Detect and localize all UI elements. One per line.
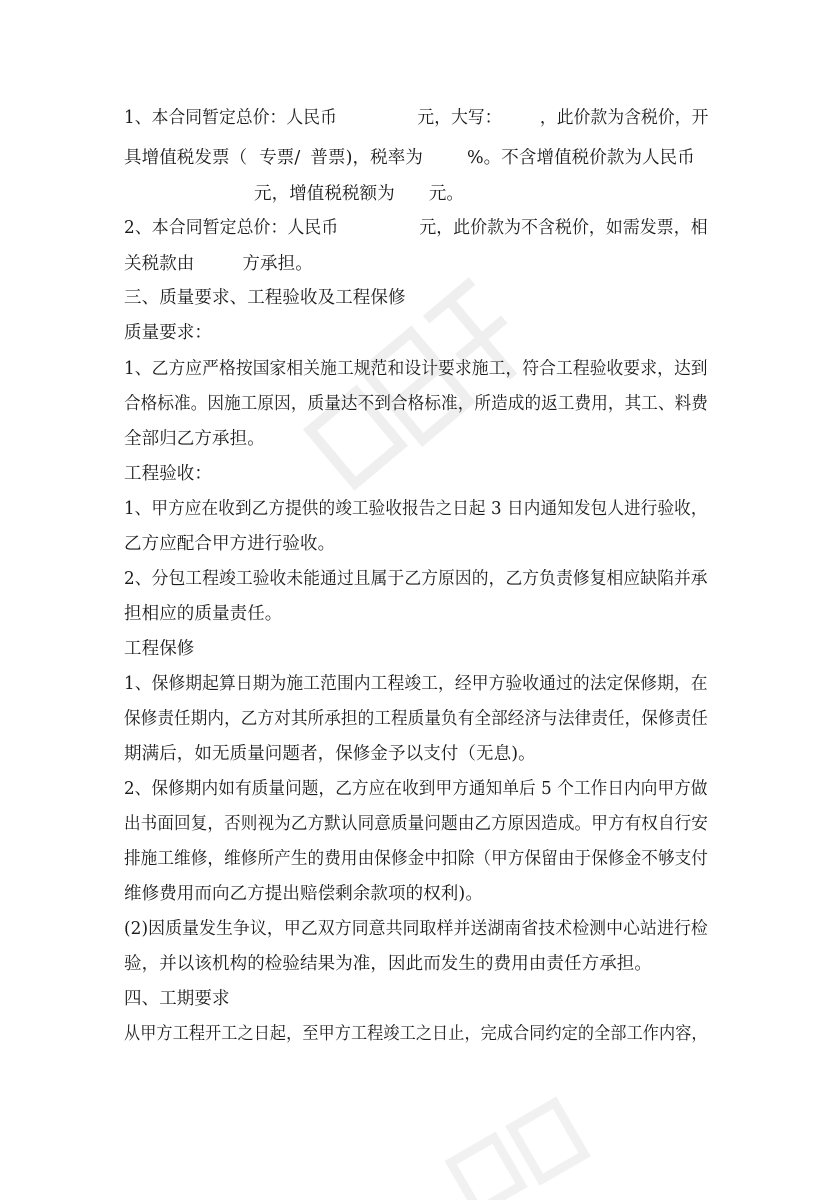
paragraph-line: 1、保修期起算日期为施工范围内工程竣工，经甲方验收通过的法定保修期，在 — [124, 674, 708, 694]
paragraph-line: 1、乙方应严格按国家相关施工规范和设计要求施工，符合工程验收要求，达到 — [124, 359, 708, 379]
paragraph-line: 合格标准。因施工原因，质量达不到合格标准，所造成的返工费用，其工、料费 — [124, 394, 708, 414]
paragraph-line: 验，并以该机构的检验结果为准，因此而发生的费用由责任方承担。 — [124, 954, 652, 974]
paragraph-line: 排施工维修，维修所产生的费用由保修金中扣除（甲方保留由于保修金不够支付 — [124, 849, 708, 869]
paragraph-line: 元，增值税税额为 元。 — [254, 184, 465, 204]
paragraph-line: 关税款由 方承担。 — [124, 254, 313, 274]
section-heading: 四、工期要求 — [124, 989, 230, 1009]
paragraph-line: 具增值税发票（ 专票/ 普票)，税率为 %。不含增值税价款为人民币 — [124, 148, 695, 168]
paragraph-line: 1、本合同暂定总价：人民币 元，大写： ，此价款为含税价，开 — [124, 108, 709, 128]
subheading: 工程保修 — [124, 639, 195, 659]
paragraph-line: 乙方应配合甲方进行验收。 — [124, 534, 336, 554]
paragraph-line: 出书面回复，否则视为乙方默认同意质量问题由乙方原因造成。甲方有权自行安 — [124, 814, 708, 834]
paragraph-line: 1、甲方应在收到乙方提供的竣工验收报告之日起 3 日内通知发包人进行验收， — [124, 499, 708, 519]
paragraph-line: (2)因质量发生争议，甲乙双方同意共同取样并送湖南省技术检测中心站进行检 — [124, 919, 708, 939]
watermark-stamp-lower — [420, 1080, 640, 1200]
paragraph-line: 保修责任期内，乙方对其所承担的工程质量负有全部经济与法律责任，保修责任 — [124, 709, 708, 729]
paragraph-line: 从甲方工程开工之日起，至甲方工程竣工之日止，完成合同约定的全部工作内容， — [124, 1024, 708, 1044]
watermark-stamp — [270, 240, 570, 540]
section-heading: 三、质量要求、工程验收及工程保修 — [124, 288, 406, 308]
paragraph-line: 2、分包工程竣工验收未能通过且属于乙方原因的，乙方负责修复相应缺陷并承 — [124, 569, 708, 589]
paragraph-line: 维修费用而向乙方提出赔偿剩余款项的权利)。 — [124, 884, 483, 904]
paragraph-line: 期满后，如无质量问题者，保修金予以支付（无息)。 — [124, 744, 536, 764]
subheading: 工程验收： — [124, 464, 212, 484]
paragraph-line: 担相应的质量责任。 — [124, 604, 283, 624]
paragraph-line: 2、保修期内如有质量问题，乙方应在收到甲方通知单后 5 个工作日内向甲方做 — [124, 779, 708, 799]
paragraph-line: 2、本合同暂定总价：人民币 元，此价款为不含税价，如需发票，相 — [124, 218, 708, 238]
paragraph-line: 全部归乙方承担。 — [124, 429, 265, 449]
subheading: 质量要求： — [124, 323, 212, 343]
